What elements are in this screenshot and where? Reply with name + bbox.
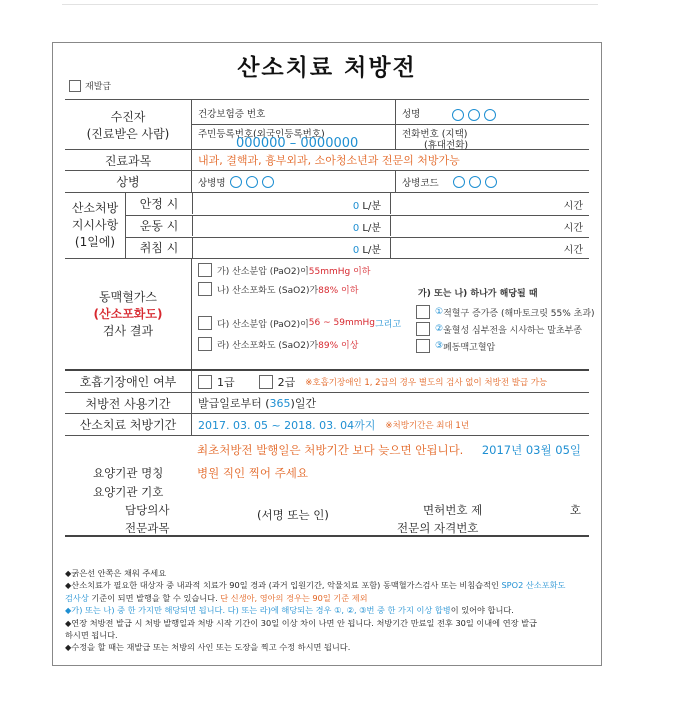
diagnosis-row	[65, 171, 589, 193]
flow-cell[interactable]	[192, 215, 391, 236]
name-circle-icon	[452, 109, 464, 121]
code-circle-icon	[453, 176, 465, 188]
note-line: 하시면 됩니다.	[65, 630, 118, 641]
oxygen-prescription-section	[65, 193, 589, 259]
patient-label: 수진자	[110, 109, 146, 124]
oxygen-rows	[125, 193, 589, 258]
oxygen-label-line3: (1일에)	[74, 235, 116, 249]
diagnosis-circle-icon	[246, 176, 258, 188]
note-highlight: SPO2 산소포화도	[501, 580, 566, 591]
specialty-label: 전문과목	[125, 521, 170, 535]
option-value: 56 ~ 59mmHg	[308, 318, 375, 328]
doctor-label: 담당의사	[125, 503, 170, 517]
note-text: 기준이 되면 발행을 할 수 있습니다.	[88, 592, 221, 603]
issuance-notice: 최초처방전 발행일은 처방기간 보다 늦으면 안됩니다.	[197, 443, 464, 457]
checkbox[interactable]	[416, 305, 430, 319]
note-line: ◆굵은선 안쪽은 채워 주세요	[65, 568, 167, 578]
abg-label-result: 검사 결과	[102, 323, 154, 338]
checkbox[interactable]	[198, 263, 212, 277]
abg-ab-note: 가) 또는 나) 하나가 해당될 때	[418, 289, 538, 299]
note-line	[65, 604, 595, 616]
note-line: ◆수정을 할 때는 재발급 또는 처방의 사인 또는 도장을 찍고 수정 하시면 됩니다.	[65, 642, 351, 653]
checkbox[interactable]	[259, 375, 273, 389]
usage-period-label: 처방전 사용기간	[85, 396, 171, 411]
grade2-label: 2급	[277, 375, 296, 389]
insurance-cells	[191, 100, 395, 149]
abg-options	[191, 259, 595, 369]
diagnosis-code-label: 상병코드	[402, 177, 439, 189]
treatment-period-value-cell	[191, 414, 589, 435]
note-highlight: ◆가) 또는 나) 중 한 가지만 해당되면 됩니다.	[65, 605, 226, 616]
option-value: 88% 이하	[318, 285, 359, 296]
reissue-option[interactable]	[69, 79, 111, 92]
option-value: 89% 이상	[318, 340, 359, 351]
abg-label: 동맥혈가스	[99, 289, 157, 304]
name-circle-icon	[468, 109, 480, 121]
abg-option-c[interactable]	[198, 316, 401, 330]
option-value: 55mmHg 이하	[308, 266, 371, 277]
note-highlight: 단 신생아, 영아의 경우는 90일 기준 제외	[220, 592, 368, 603]
note-highlight: 다) 또는 라)에 해당되는 경우 ①, ②, ③번 중 한 가지 이상 합병	[225, 605, 451, 616]
oxygen-row-rest	[126, 193, 589, 216]
patient-sublabel: (진료받은 사람)	[86, 126, 170, 141]
license-label: 면허번호 제	[423, 503, 483, 517]
condition-text: 폐동맥고혈압	[443, 342, 496, 353]
condition-3[interactable]	[416, 339, 495, 353]
oxygen-label-line2: 지시사항	[71, 218, 119, 232]
form-grid	[65, 99, 595, 537]
reissue-label: 재발급	[85, 82, 112, 92]
diagnosis-code-cell[interactable]	[395, 171, 589, 192]
usage-period-value	[191, 393, 589, 413]
flow-value: 0	[352, 201, 360, 212]
prescription-form	[52, 42, 602, 666]
note-text: ◆산소치료가 필요한 대상자 중 내과적 치료가 90일 경과 (과거 입원기간, 악물치료 포함) 동맥혈가스검사 또는 비침습적인	[65, 580, 502, 591]
phone-cell[interactable]	[396, 125, 589, 150]
page-title: 산소치료 처방전	[237, 55, 417, 81]
usage-prefix: 발급일로부터 (	[198, 397, 270, 410]
option-text: 다) 산소분압 (PaO2)이	[217, 319, 309, 330]
checkbox[interactable]	[198, 316, 212, 330]
flow-value: 0	[352, 245, 360, 256]
flow-unit: L/분	[362, 201, 381, 212]
institution-name-label: 요양기관 명칭	[93, 466, 164, 480]
checkbox[interactable]	[198, 337, 212, 351]
signature-placeholder[interactable]: (서명 또는 인)	[257, 508, 329, 522]
abg-option-b[interactable]	[198, 282, 358, 296]
flow-value: 0	[352, 223, 360, 234]
usage-suffix: )일간	[290, 397, 317, 410]
abg-label-saturation: (산소포화도)	[93, 306, 163, 321]
time-unit: 시간	[563, 245, 583, 256]
time-cell[interactable]	[390, 237, 589, 258]
usage-period-row	[65, 393, 589, 414]
phone-sublabel: (휴대전화)	[424, 140, 469, 151]
qualification-label: 전문의 자격번호	[397, 521, 479, 535]
department-label: 진료과목	[104, 153, 152, 168]
option-text: 나) 산소포화도 (SaO2)가	[217, 285, 319, 296]
note-line	[65, 579, 595, 591]
treatment-period-note: ※처방기간은 최대 1년	[385, 420, 470, 431]
respiratory-label: 호흡기장애인 여부	[79, 375, 177, 389]
reissue-checkbox[interactable]	[69, 80, 81, 92]
condition-number: ③	[435, 341, 444, 351]
oxygen-label-line1: 산소처방	[71, 201, 119, 215]
diagnosis-circle-icon	[230, 176, 242, 188]
resident-number-cell[interactable]	[192, 125, 395, 150]
option-text: 가) 산소분압 (PaO2)이	[217, 266, 309, 277]
patient-header	[65, 100, 191, 149]
usage-days: 365	[269, 396, 291, 410]
code-circle-icon	[485, 176, 497, 188]
diagnosis-label: 상병	[116, 175, 140, 189]
condition-1[interactable]	[416, 305, 595, 319]
grade1-option[interactable]	[198, 374, 235, 390]
oxygen-row-label: 운동 시	[139, 219, 179, 233]
condition-text: 울혈성 심부전을 시사하는 말초부종	[443, 325, 583, 336]
checkbox[interactable]	[198, 282, 212, 296]
flow-cell[interactable]	[192, 237, 391, 258]
note-line: ◆연장 처방전 발급 시 처방 발행일과 처방 시작 기간이 30일 이상 차이 나면 안 됩니다. 처방기간 만료일 전후 30일 이내에 연장 발급	[65, 617, 537, 628]
abg-section	[65, 259, 595, 371]
checkbox[interactable]	[416, 339, 430, 353]
diagnosis-name-cell[interactable]	[191, 171, 395, 192]
time-unit: 시간	[563, 223, 583, 234]
license-suffix: 호	[569, 503, 581, 517]
note-highlight: 검사상	[65, 592, 89, 603]
time-unit: 시간	[563, 201, 583, 212]
name-placeholder-circles	[448, 104, 496, 123]
oxygen-row-label: 취침 시	[139, 241, 179, 255]
checkbox[interactable]	[416, 322, 430, 336]
abg-option-a[interactable]	[198, 263, 371, 277]
resident-number-value: 000000 – 0000000	[236, 136, 359, 151]
abg-option-d[interactable]	[198, 337, 358, 351]
grade1-label: 1급	[217, 375, 235, 389]
institution-code-label: 요양기관 기호	[93, 485, 164, 499]
grade2-option[interactable]	[259, 374, 296, 390]
respiratory-options	[191, 371, 589, 392]
phone-label: 전화번호 (지택)	[402, 129, 468, 140]
patient-section	[65, 100, 589, 150]
condition-text: 적혈구 증가증 (해마토크릿 55% 초과)	[443, 308, 595, 319]
name-phone-cells	[395, 100, 589, 149]
treatment-period-value: 2017. 03. 05 ~ 2018. 03. 04까지	[198, 418, 376, 432]
treatment-period-label: 산소치료 처방기간	[79, 418, 177, 432]
name-cell[interactable]	[396, 100, 589, 125]
institution-section	[65, 436, 589, 537]
flow-unit: L/분	[362, 245, 381, 256]
insurance-cell[interactable]	[192, 100, 395, 125]
top-divider	[62, 4, 598, 5]
note-text: 이 있어야 합니다.	[450, 605, 514, 616]
notes-section	[65, 567, 595, 654]
time-cell[interactable]	[390, 215, 589, 236]
department-value: 내과, 결핵과, 흉부외과, 소아청소년과 전문의 처방가능	[191, 150, 589, 170]
respiratory-note: ※호흡기장애인 1, 2급의 경우 별도의 검사 없이 처방전 발급 가능	[305, 377, 548, 388]
flow-cell[interactable]	[192, 193, 391, 214]
respiratory-row	[65, 371, 589, 393]
flow-unit: L/분	[362, 223, 381, 234]
condition-2[interactable]	[416, 322, 582, 336]
diagnosis-circle-icon	[262, 176, 274, 188]
option-text: 라) 산소포화도 (SaO2)가	[217, 340, 319, 351]
oxygen-row-exercise	[126, 215, 589, 238]
condition-number: ②	[435, 324, 444, 334]
insurance-number-label: 건강보험증 번호	[198, 109, 266, 120]
oxygen-row-sleep	[126, 237, 589, 258]
issue-date: 2017년 03월 05일	[481, 443, 581, 457]
name-circle-icon	[484, 109, 496, 121]
note-line	[65, 592, 595, 604]
checkbox[interactable]	[198, 375, 212, 389]
condition-number: ①	[435, 307, 444, 317]
option-suffix: 그리고	[374, 319, 402, 330]
oxygen-row-label: 안정 시	[139, 197, 179, 211]
name-label: 성명	[402, 109, 421, 120]
time-cell[interactable]	[390, 193, 589, 214]
oxygen-prescription-header	[65, 193, 125, 258]
code-circle-icon	[469, 176, 481, 188]
diagnosis-name-label: 상병명	[198, 177, 226, 189]
treatment-period-row	[65, 414, 589, 436]
department-row	[65, 150, 589, 171]
abg-header	[65, 259, 191, 369]
seal-note: 병원 직인 찍어 주세요	[197, 466, 308, 480]
resident-number-label: 주민등록번호(외국인등록번호)	[198, 129, 325, 140]
